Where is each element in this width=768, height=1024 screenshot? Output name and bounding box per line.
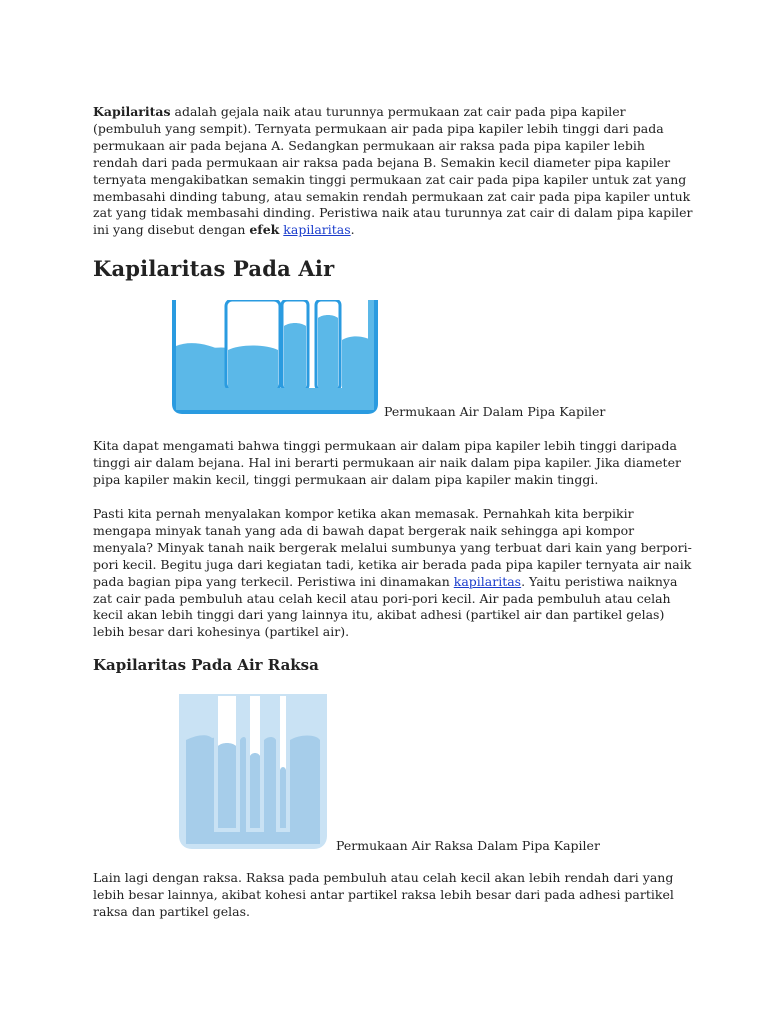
raksa-paragraph: Lain lagi dengan raksa. Raksa pada pembuluh atau celah kecil akan lebih rendah dari yang lebih besar lainnya, akibat kohesi antar partikel raksa lebih besar dari pada adhesi partikel raksa dan partikel gelas. bbox=[93, 870, 674, 919]
intro-kapilaritas-link[interactable]: kapilaritas bbox=[283, 222, 351, 238]
mercury-capillary-figure bbox=[178, 694, 328, 850]
intro-text: adalah gejala naik atau turunnya permukaan zat cair pada pipa kapiler (pembuluh yang sempit). Ternyata permukaan air pada pipa kapiler lebih tinggi dari pada permukaan air pada bejana A. Sedangkan permukaan air raksa pada pipa kapiler lebih rendah dari pada permukaan air raksa pada bejana B. Semakin kecil diameter pipa kapiler ternyata mengakibatkan semakin tinggi permukaan zat cair pada pipa kapiler untuk zat yang membasahi dinding tabung, atau semakin rendah permukaan zat cair pada pipa kapiler untuk zat yang tidak membasahi dinding. Peristiwa naik atau turunnya zat cair di dalam pipa kapiler ini yang disebut dengan bbox=[93, 104, 693, 238]
caption-water: Permukaan Air Dalam Pipa Kapiler bbox=[384, 404, 606, 419]
air-para2-rest: . Yaitu peristiwa naiknya zat cair pada pembuluh atau celah kecil atau pori-pori kecil. Air pada pembuluh atau celah kecil akan lebih tinggi dari yang lainnya itu, akibat adhesi (partikel air dan partikel gelas) lebih besar dari kohesinya (partikel air). bbox=[93, 573, 678, 640]
caption-mercury: Permukaan Air Raksa Dalam Pipa Kapiler bbox=[336, 838, 600, 853]
air-paragraph-2 bbox=[93, 506, 693, 641]
intro-end: . bbox=[350, 222, 355, 238]
heading-kapilaritas-raksa: Kapilaritas Pada Air Raksa bbox=[93, 656, 319, 674]
water-capillary-figure bbox=[170, 300, 380, 416]
heading-kapilaritas-air: Kapilaritas Pada Air bbox=[93, 256, 335, 281]
intro-term: Kapilaritas bbox=[93, 104, 171, 119]
air-para2-text: Pasti kita pernah menyalakan kompor ketika akan memasak. Pernahkah kita berpikir mengapa minyak tanah yang ada di bawah dapat bergerak naik sehingga api kompor menyala? Minyak tanah naik bergerak melalui sumbunya yang terbuat dari kain yang berpori-pori kecil. Begitu juga dari kegiatan tadi, ketika air berada pada pipa kapiler ternyata air naik pada bagian pipa yang terkecil. Peristiwa ini dinamakan bbox=[93, 506, 692, 589]
intro-efek: efek bbox=[249, 222, 280, 238]
intro-paragraph bbox=[93, 104, 693, 239]
air-kapilaritas-link[interactable]: kapilaritas bbox=[453, 573, 522, 589]
air-paragraph-1: Kita dapat mengamati bahwa tinggi permukaan air dalam pipa kapiler lebih tinggi daripada tinggi air dalam bejana. Hal ini berarti permukaan air naik dalam pipa kapiler. Jika diameter pipa kapiler makin kecil, tinggi permukaan air dalam pipa kapiler makin tinggi. bbox=[93, 438, 681, 487]
